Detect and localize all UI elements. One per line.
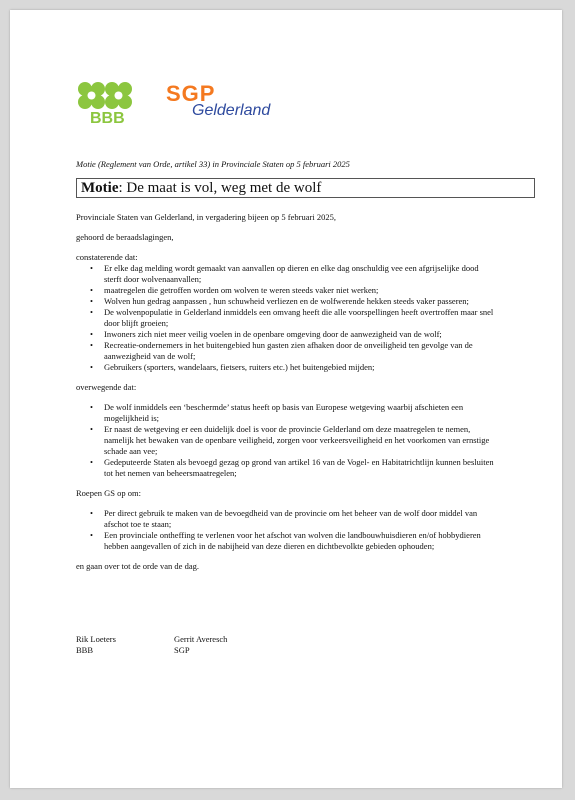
- list-item: • De wolvenpopulatie in Gelderland inmiddels een omvang heeft die alle voorspellingen heeft overtroffen maar snel door blijft groeien;: [90, 307, 496, 329]
- signatory-party: SGP: [174, 645, 190, 655]
- list-item: • Inwoners zich niet meer veilig voelen in de openbare omgeving door de aanwezigheid van de wolf;: [90, 329, 496, 340]
- list-item: • Gedeputeerde Staten als bevoegd gezag op grond van artikel 16 van de Vogel- en Habitatrichtlijn kunnen besluiten tot het nemen van beheersmaatregelen;: [90, 457, 496, 479]
- signatory-1: [76, 634, 116, 656]
- sgp-logo-text: SGP: [166, 81, 216, 106]
- sgp-logo-subtext: Gelderland: [192, 102, 271, 119]
- list-item: • Er naast de wetgeving er een duidelijk doel is voor de provincie Gelderland om deze maatregelen te nemen, namelijk het bewaken van de openbare veiligheid, zorgen voor verkeersveiligheid en het voorkomen van ernstige schade aan vee;: [90, 424, 496, 457]
- list-item: • maatregelen die getroffen worden om wolven te weren steeds vaker niet werken;: [90, 285, 496, 296]
- signatory-name: Rik Loeters: [76, 634, 116, 644]
- overwegende-list: [76, 402, 496, 479]
- constaterende-label: constaterende dat:: [76, 252, 138, 262]
- document-page: [10, 10, 562, 788]
- list-item: • Per direct gebruik te maken van de bevoegdheid van de provincie om het beheer van de wolf door middel van afschot toe te staan;: [90, 508, 496, 530]
- signatory-2: [174, 634, 227, 656]
- list-item: • Een provinciale ontheffing te verlenen voor het afschot van wolven die landbouwhuisdieren en/of hobbydieren hebben aangevallen of zich in de nabijheid van deze dieren en dichtbevolkte gebieden ophouden;: [90, 530, 496, 552]
- roepen-list: [76, 508, 496, 552]
- list-item: • Er elke dag melding wordt gemaakt van aanvallen op dieren en elke dag onschuldig vee een afgrijselijke dood sterft door wolvenaanvallen;: [90, 263, 496, 285]
- closing-text: en gaan over tot de orde van de dag.: [76, 561, 199, 571]
- heard-text: gehoord de beraadslagingen,: [76, 232, 174, 242]
- motion-title-prefix: Motie: [81, 180, 119, 196]
- list-item: • Wolven hun gedrag aanpassen , hun schuwheid verliezen en de wolfwerende hekken steeds vaker passeren;: [90, 296, 496, 307]
- motion-body: [76, 212, 496, 581]
- sgp-logo: [166, 81, 271, 124]
- constaterende-list: [76, 263, 496, 373]
- signatory-party: BBB: [76, 645, 94, 655]
- signatory-name: Gerrit Averesch: [174, 634, 228, 644]
- bbb-logo-text: BBB: [90, 110, 125, 124]
- intro-text: Provinciale Staten van Gelderland, in vergadering bijeen op 5 februari 2025,: [76, 212, 336, 222]
- motion-title-text: : De maat is vol, weg met de wolf: [118, 180, 322, 196]
- bbb-logo-icon: [76, 80, 156, 124]
- list-item: • De wolf inmiddels een ‘beschermde’ status heeft op basis van Europese wetgeving waarbij afschieten een mogelijkheid is;: [90, 402, 496, 424]
- overwegende-label: overwegende dat:: [76, 382, 137, 392]
- list-item: • Recreatie-ondernemers in het buitengebied hun gasten zien afhaken door de onveiligheid ten gevolge van de aanwezigheid van de wolf;: [90, 340, 496, 362]
- list-item: • Gebruikers (sporters, wandelaars, fietsers, ruiters etc.) het buitengebied mijden;: [90, 362, 496, 373]
- roepen-label: Roepen GS op om:: [76, 488, 141, 498]
- motion-title-box: [76, 178, 535, 198]
- motion-subheading: Motie (Reglement van Orde, artikel 33) in Provinciale Staten op 5 februari 2025: [76, 159, 350, 169]
